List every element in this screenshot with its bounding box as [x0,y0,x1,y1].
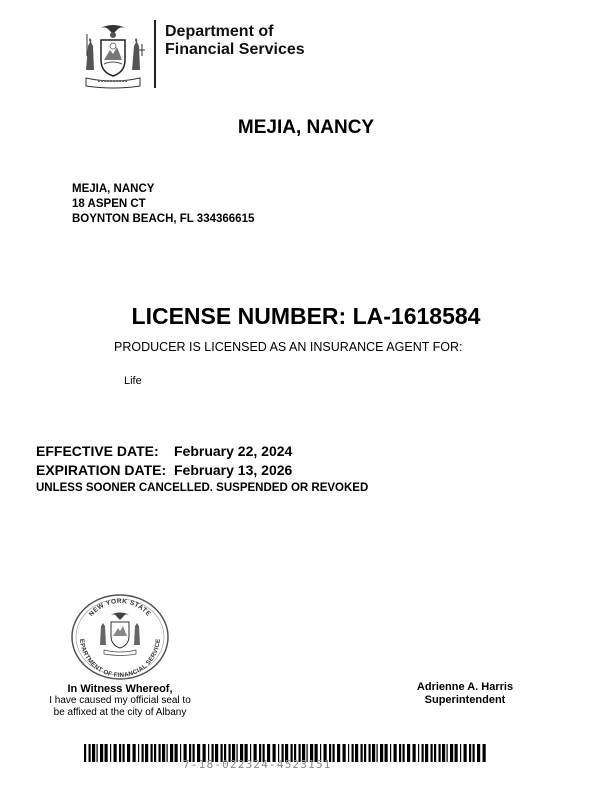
barcode-bar [434,744,436,762]
lines-of-authority [124,375,142,387]
mailing-address [72,182,254,227]
barcode-bar [455,744,458,762]
line-of-authority-item: Life [124,375,142,387]
barcode-bar [369,744,371,762]
barcode-bar [390,744,391,762]
dfs-official-seal [70,593,170,681]
department-name [165,23,305,59]
address-city-state-zip: BOYNTON BEACH, FL 334366615 [72,213,255,225]
barcode-bar [100,744,103,762]
barcode-bar [447,744,448,762]
barcode-bar [380,744,383,762]
barcode-bar [145,744,148,762]
barcode-bar [431,744,433,762]
barcode-bar [84,744,86,762]
barcode-bar [377,744,378,762]
logo-divider [154,20,156,88]
barcode-bar [469,744,471,762]
barcode-bar [110,744,111,762]
barcode-bar [464,744,467,762]
expiration-date-row [36,461,292,480]
witness-line-1: I have caused my official seal to [49,695,191,706]
barcode-bar [119,744,121,762]
barcode-bar [483,744,486,762]
barcode-bar [142,744,144,762]
signatory [395,681,535,707]
barcode-bar [180,744,181,762]
barcode-bar [418,744,419,762]
barcode-bar [442,744,445,762]
barcode-bar [92,744,95,762]
barcode-bar [364,744,366,762]
barcode-bar [355,744,358,762]
barcode-bar [151,744,153,762]
barcode-bar [333,744,335,762]
licensee-title-name: MEJIA, NANCY [237,117,375,138]
department-name-line2: Financial Services [165,41,305,58]
barcode-bar [460,744,461,762]
cancellation-note: UNLESS SOONER CANCELLED. SUSPENDED OR REVOKED [36,482,369,494]
address-street: 18 ASPEN CT [72,198,146,210]
barcode-bar [97,744,98,762]
barcode-bar [407,744,410,762]
witness-line-2: be affixed at the city of Albany [53,707,187,718]
effective-date-label: EFFECTIVE DATE: [36,443,159,459]
expiration-date-value: February 13, 2026 [174,462,293,478]
barcode-bar [439,744,441,762]
barcode-bar [138,744,139,762]
barcode-bar [352,744,354,762]
barcode-bar [422,744,424,762]
barcode-bar [114,744,117,762]
barcode-bar [159,744,161,762]
barcode-number: 7-18-022324-4523151 [183,758,332,771]
barcode-bar [343,744,346,762]
producer-statement: PRODUCER IS LICENSED AS AN INSURANCE AGENT FOR: [114,340,463,354]
barcode-bar [394,744,397,762]
signatory-name: Adrienne A. Harris [416,681,514,693]
effective-date-value: February 22, 2024 [174,443,293,459]
ny-state-seal-logo [76,20,150,90]
effective-date-row [36,442,292,461]
barcode-bar [175,744,178,762]
barcode-bar [123,744,125,762]
barcode-bar [361,744,363,762]
barcode-bar [105,744,108,762]
signatory-title: Superintendent [424,694,506,706]
barcode-bar [450,744,453,762]
barcode-bar [403,744,405,762]
barcode-bar [127,744,130,762]
ny-state-coat-of-arms-icon [76,20,150,90]
barcode-bar [170,744,173,762]
barcode-bar [473,744,475,762]
barcode-bar [162,744,165,762]
witness-heading: In Witness Whereof, [67,683,173,695]
license-dates [36,442,292,480]
witness-statement [30,683,210,719]
seal-ring-bottom-text: EPARTMENT OF FINANCIAL SERVICE [78,638,163,680]
barcode-bar [337,744,340,762]
barcode-bar [167,744,168,762]
barcode-bar [425,744,428,762]
license-number: LICENSE NUMBER: LA-1618584 [131,303,481,329]
barcode-bar [348,744,349,762]
barcode-bar [385,744,388,762]
barcode-bar [89,744,91,762]
barcode-bar [133,744,136,762]
barcode-bar [154,744,156,762]
department-name-line1: Department of [165,23,274,40]
address-name: MEJIA, NANCY [72,183,155,195]
barcode-bar [372,744,375,762]
nys-dfs-official-seal-icon [70,593,170,681]
seal-ring-top-text: NEW YORK STATE [87,597,153,618]
barcode-bar [477,744,480,762]
barcode-bar [413,744,416,762]
expiration-date-label: EXPIRATION DATE: [36,462,167,478]
barcode-bar [399,744,401,762]
